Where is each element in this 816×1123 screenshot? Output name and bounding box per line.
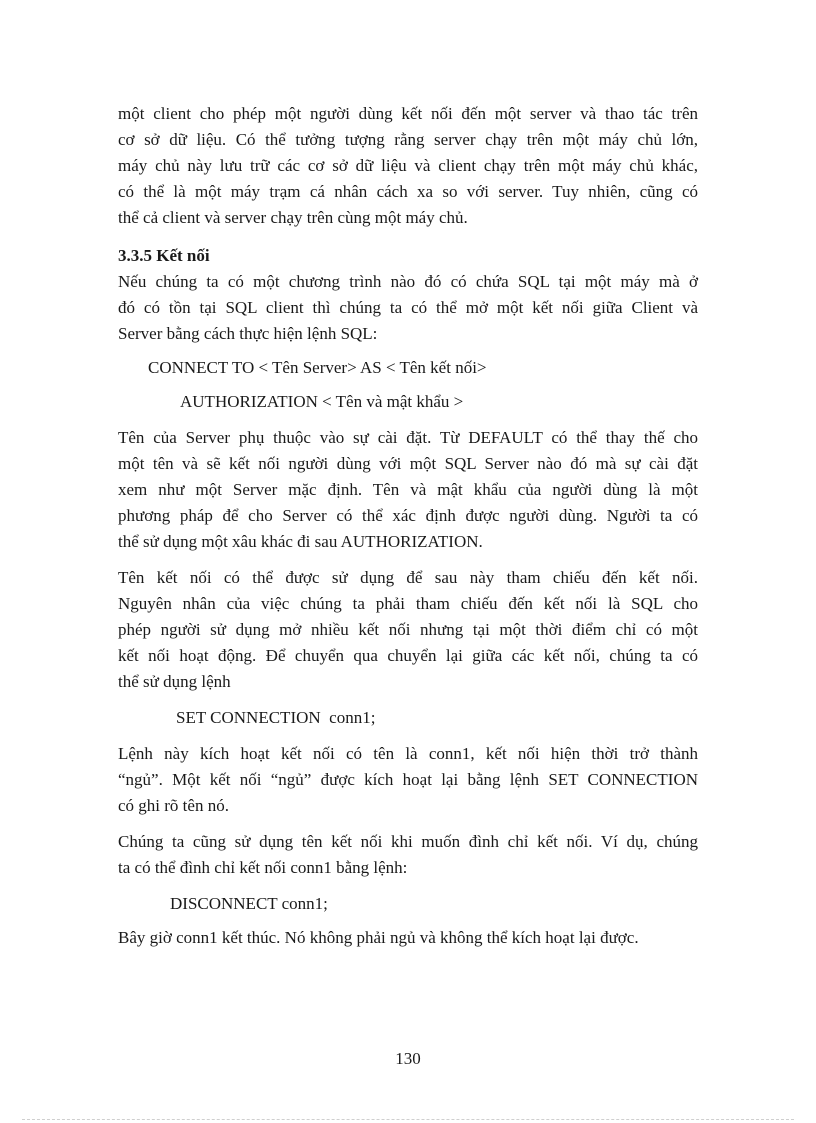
text-line: “ngủ”. Một kết nối “ngủ” được kích hoạt lại bằng lệnh SET CONNECTION: [118, 770, 698, 789]
paragraph-client-server: [118, 101, 698, 231]
text-line: có ghi rõ tên nó.: [118, 796, 229, 815]
section-heading: 3.3.5 Kết nối: [118, 246, 210, 265]
paragraph-server-name: [118, 425, 698, 555]
text-line: Server bằng cách thực hiện lệnh SQL:: [118, 324, 378, 343]
text-line: Nếu chúng ta có một chương trình nào đó có chứa SQL tại một máy mà ở: [118, 272, 698, 291]
page-body: [118, 101, 698, 951]
page-bottom-divider: [22, 1119, 794, 1120]
text-line: thể cả client và server chạy trên cùng một máy chủ.: [118, 208, 468, 227]
code-disconnect: DISCONNECT conn1;: [170, 894, 328, 913]
code-connect-to: CONNECT TO < Tên Server> AS < Tên kết nối>: [148, 358, 487, 377]
paragraph-activate: [118, 741, 698, 819]
text-line: ta có thể đình chỉ kết nối conn1 bằng lệnh:: [118, 858, 408, 877]
text-line: Nguyên nhân của việc chúng ta phải tham chiếu đến kết nối là SQL cho: [118, 594, 698, 613]
text-line: đó có tồn tại SQL client thì chúng ta có thể mở một kết nối giữa Client và: [118, 298, 698, 317]
text-line: cơ sở dữ liệu. Có thể tưởng tượng rằng server chạy trên một máy chủ lớn,: [118, 130, 698, 149]
text-line: thể sử dụng lệnh: [118, 672, 231, 691]
text-line: Tên kết nối có thể được sử dụng để sau này tham chiếu đến kết nối.: [118, 568, 698, 587]
paragraph-disconnect-intro: [118, 829, 698, 881]
page-number: 130: [395, 1049, 421, 1068]
text-line: một client cho phép một người dùng kết nối đến một server và thao tác trên: [118, 104, 698, 123]
paragraph-connect-intro: [118, 269, 698, 347]
paragraph-connection-name: [118, 565, 698, 695]
text-line: xem như một Server mặc định. Tên và mật khẩu của người dùng là một: [118, 480, 698, 499]
text-line: Lệnh này kích hoạt kết nối có tên là conn1, kết nối hiện thời trở thành: [118, 744, 698, 763]
text-line: kết nối hoạt động. Để chuyển qua chuyển lại giữa các kết nối, chúng ta có: [118, 646, 698, 665]
text-line: Tên của Server phụ thuộc vào sự cài đặt. Từ DEFAULT có thể thay thế cho: [118, 428, 698, 447]
code-set-connection: SET CONNECTION conn1;: [176, 708, 376, 727]
text-line: một tên và sẽ kết nối người dùng với một SQL Server nào đó mà sự cài đặt: [118, 454, 698, 473]
text-line: có thể là một máy trạm cá nhân cách xa so với server. Tuy nhiên, cũng có: [118, 182, 698, 201]
text-line: Chúng ta cũng sử dụng tên kết nối khi muốn đình chỉ kết nối. Ví dụ, chúng: [118, 832, 698, 851]
text-line: phương pháp để cho Server có thể xác định được người dùng. Người ta có: [118, 506, 698, 525]
text-line: phép người sử dụng mở nhiều kết nối nhưng tại một thời điểm chỉ có một: [118, 620, 698, 639]
text-line: Bây giờ conn1 kết thúc. Nó không phải ngủ và không thể kích hoạt lại được.: [118, 928, 639, 947]
text-line: thể sử dụng một xâu khác đi sau AUTHORIZATION.: [118, 532, 483, 551]
text-line: máy chủ này lưu trữ các cơ sở dữ liệu và client chạy trên một máy chủ khác,: [118, 156, 698, 175]
paragraph-conclusion: [118, 925, 698, 951]
code-authorization: AUTHORIZATION < Tên và mật khẩu >: [180, 392, 464, 411]
